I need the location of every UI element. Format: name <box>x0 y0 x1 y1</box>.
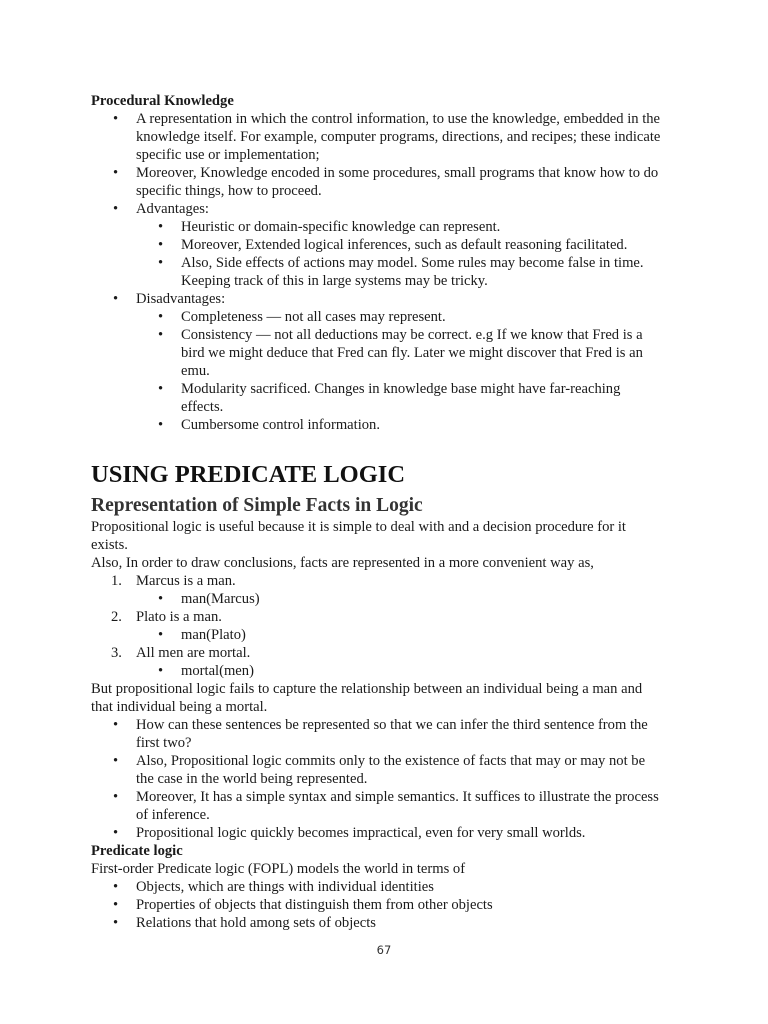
bullet-icon: • <box>158 327 164 343</box>
bullet-icon: • <box>158 663 164 679</box>
section-title: USING PREDICATE LOGIC <box>91 461 406 488</box>
fact-item: 3. All men are mortal. <box>111 645 251 661</box>
bullet-icon: • <box>158 627 164 643</box>
advantages-item: • Advantages: <box>113 201 209 217</box>
bullet-icon: • <box>158 255 164 271</box>
list-item: • Cumbersome control information. <box>158 417 381 433</box>
bullet-icon: • <box>113 789 119 805</box>
list-item: • Moreover, Knowledge encoded in some procedures, small programs that know how to do specific things, how to proceed. <box>113 165 659 199</box>
bullet-icon: • <box>113 165 119 181</box>
bullet-icon: • <box>113 291 119 307</box>
list-item: • Properties of objects that distinguish them from other objects <box>113 897 493 913</box>
list-item: • Heuristic or domain-specific knowledge can represent. <box>158 219 501 235</box>
fact-item: 1. Marcus is a man. <box>111 573 236 589</box>
list-item: • Completeness — not all cases may represent. <box>158 309 446 325</box>
bullet-icon: • <box>158 417 164 433</box>
procedural-knowledge-heading: Procedural Knowledge <box>91 93 234 109</box>
page-number: 67 <box>376 943 392 957</box>
bullet-icon: • <box>113 717 119 733</box>
list-item: • Modularity sacrificed. Changes in knowledge base might have far-reaching effects. <box>158 381 621 415</box>
bullet-icon: • <box>113 753 119 769</box>
list-item: • Objects, which are things with individual identities <box>113 879 434 895</box>
list-item: • Propositional logic quickly becomes impractical, even for very small worlds. <box>113 825 586 841</box>
bullet-icon: • <box>158 381 164 397</box>
fact-formula: • mortal(men) <box>158 663 254 679</box>
list-item: • Relations that hold among sets of objects <box>113 915 376 931</box>
paragraph: Propositional logic is useful because it is simple to deal with and a decision procedure for it exists. Also, In order to draw conclusions, facts are represented in a more convenient way as, <box>91 519 626 571</box>
bullet-icon: • <box>158 591 164 607</box>
fact-formula: • man(Marcus) <box>158 591 260 607</box>
bullet-icon: • <box>113 897 119 913</box>
fact-item: 2. Plato is a man. <box>111 609 222 625</box>
section-subtitle: Representation of Simple Facts in Logic <box>91 495 423 516</box>
list-item: • Also, Propositional logic commits only to the existence of facts that may or may not be the case in the world being represented. <box>113 753 646 787</box>
document-page <box>91 92 691 932</box>
procedural-list <box>91 110 691 434</box>
bullet-icon: • <box>113 201 119 217</box>
bullet-icon: • <box>113 111 119 127</box>
disadvantages-item: • Disadvantages: <box>113 291 226 307</box>
bullet-icon: • <box>113 915 119 931</box>
bullet-icon: • <box>113 825 119 841</box>
points-list <box>91 716 691 842</box>
list-item: • A representation in which the control information, to use the knowledge, embedded in the knowledge itself. For example, computer programs, directions, and recipes; these indicate specific use or implementation; <box>113 111 661 163</box>
list-item: • Consistency — not all deductions may be correct. e.g If we know that Fred is a bird we might deduce that Fred can fly. Later we might discover that Fred is an emu. <box>158 327 643 379</box>
fact-formula: • man(Plato) <box>158 627 246 643</box>
list-item: • Moreover, Extended logical inferences, such as default reasoning facilitated. <box>158 237 628 253</box>
bullet-icon: • <box>113 879 119 895</box>
list-item: • How can these sentences be represented so that we can infer the third sentence from the first two? <box>113 717 648 751</box>
paragraph: But propositional logic fails to capture the relationship between an individual being a man and that individual being a mortal. <box>91 681 643 715</box>
list-item: • Also, Side effects of actions may model. Some rules may become false in time. Keeping track of this in large systems may be tricky. <box>158 255 644 289</box>
list-item: • Moreover, It has a simple syntax and simple semantics. It suffices to illustrate the process of inference. <box>113 789 659 823</box>
bullet-icon: • <box>158 237 164 253</box>
bullet-icon: • <box>158 219 164 235</box>
paragraph: First-order Predicate logic (FOPL) models the world in terms of <box>91 861 466 877</box>
fopl-list <box>91 878 691 932</box>
bullet-icon: • <box>158 309 164 325</box>
facts-list <box>91 572 691 680</box>
predicate-logic-heading: Predicate logic <box>91 843 183 859</box>
